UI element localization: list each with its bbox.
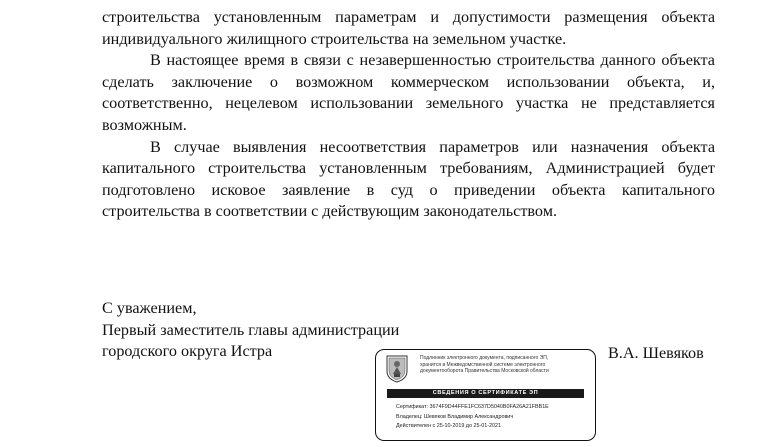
coat-of-arms-icon [386,355,408,383]
certificate-owner: Владелец: Шевяков Владимир Александрович [396,413,514,420]
certificate-validity: Действителен с 25-10-2019 до 25-01-2021 [396,423,502,430]
signer-name: В.А. Шевяков [608,344,704,362]
stamp-notice-line: документооборота Правительства Московской области [420,368,549,375]
certificate-number: Сертификат: 3674F9D44FFE1FC637D5040B0FA26A21FBB1E [396,404,549,410]
paragraph-conclusion: В настоящее время в связи с незавершенностью строительства данного объекта сделать заключение о возможном коммерческом использовании объекта, и, соответственно, нецелевом использовании земельного участка не представляется возможным. [102,51,715,134]
certificate-info-band: СВЕДЕНИЯ О СЕРТИФИКАТЕ ЭП [387,389,584,398]
closing-regards: С уважением, [102,299,197,317]
signer-position-line1: Первый заместитель главы администрации [102,320,400,339]
stamp-notice-line: Подлинник электронного документа, подписанного ЭП, [420,355,549,361]
stamp-notice-line: хранится в Межведомственной системе электронного [420,361,546,368]
signer-position-line2: городского округа Истра [102,342,273,361]
stamp-notice [420,355,590,375]
electronic-signature-stamp [375,349,596,441]
paragraph-legal-action: В случае выявления несоответствия параметров или назначения объекта капитального строительства установленным требованиям, Администрацией будет подготовлено исковое заявление в суд о приведении объекта капитального строительства в соответствии с действующим законодательством. [102,137,715,221]
letter-body [102,7,715,223]
paragraph-continuation: строительства установленным параметрам и допустимости размещения объекта индивидуального жилищного строительства на земельном участке. [102,8,715,48]
certificate-details [396,403,594,432]
